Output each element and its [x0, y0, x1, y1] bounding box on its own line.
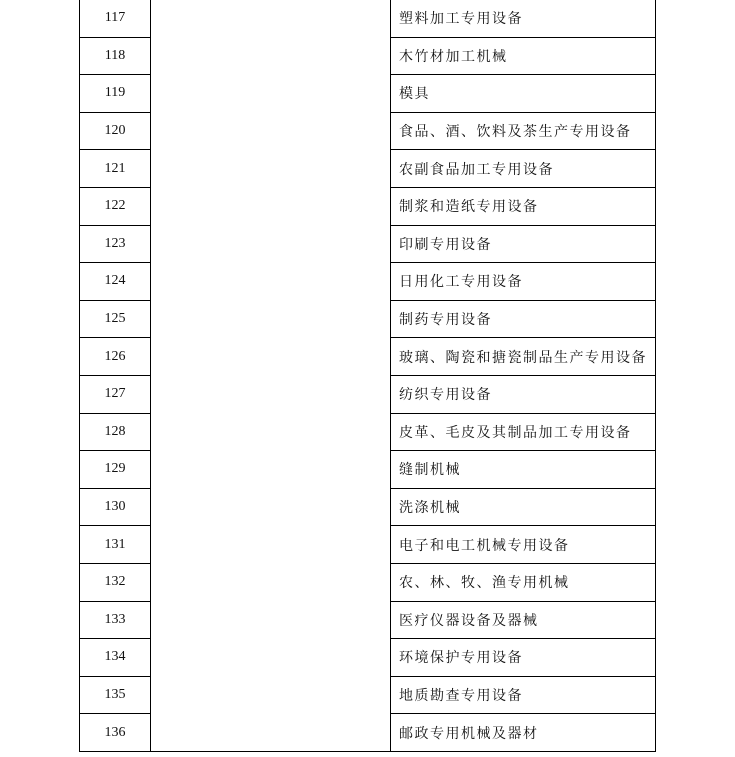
- row-number: 127: [80, 375, 151, 413]
- row-number: 120: [80, 112, 151, 150]
- table-row: [80, 0, 656, 37]
- row-number: 136: [80, 714, 151, 752]
- row-number: 129: [80, 451, 151, 489]
- equipment-name: 农、林、牧、渔专用机械: [391, 563, 656, 601]
- row-number: 126: [80, 338, 151, 376]
- row-number: 124: [80, 263, 151, 301]
- row-number: 119: [80, 75, 151, 113]
- equipment-name: 环境保护专用设备: [391, 639, 656, 677]
- equipment-name: 纺织专用设备: [391, 375, 656, 413]
- equipment-name: 制药专用设备: [391, 300, 656, 338]
- row-number: 118: [80, 37, 151, 75]
- row-number: 131: [80, 526, 151, 564]
- equipment-table: [79, 0, 656, 752]
- row-number: 122: [80, 187, 151, 225]
- table-body: [80, 0, 656, 751]
- equipment-name: 木竹材加工机械: [391, 37, 656, 75]
- row-number: 133: [80, 601, 151, 639]
- equipment-name: 日用化工专用设备: [391, 263, 656, 301]
- equipment-name: 地质勘查专用设备: [391, 676, 656, 714]
- equipment-name: 电子和电工机械专用设备: [391, 526, 656, 564]
- equipment-name: 食品、酒、饮料及茶生产专用设备: [391, 112, 656, 150]
- equipment-name: 洗涤机械: [391, 488, 656, 526]
- equipment-name: 皮革、毛皮及其制品加工专用设备: [391, 413, 656, 451]
- equipment-name: 医疗仪器设备及器械: [391, 601, 656, 639]
- equipment-name: 模具: [391, 75, 656, 113]
- row-number: 135: [80, 676, 151, 714]
- row-number: 125: [80, 300, 151, 338]
- row-number: 134: [80, 639, 151, 677]
- category-cell: [151, 0, 391, 751]
- equipment-name: 制浆和造纸专用设备: [391, 187, 656, 225]
- equipment-name: 邮政专用机械及器材: [391, 714, 656, 752]
- row-number: 128: [80, 413, 151, 451]
- equipment-name: 印刷专用设备: [391, 225, 656, 263]
- equipment-name: 塑料加工专用设备: [391, 0, 656, 37]
- equipment-table-container: [79, 0, 656, 752]
- equipment-name: 玻璃、陶瓷和搪瓷制品生产专用设备: [391, 338, 656, 376]
- equipment-name: 农副食品加工专用设备: [391, 150, 656, 188]
- row-number: 117: [80, 0, 151, 37]
- equipment-name: 缝制机械: [391, 451, 656, 489]
- row-number: 123: [80, 225, 151, 263]
- row-number: 130: [80, 488, 151, 526]
- row-number: 132: [80, 563, 151, 601]
- row-number: 121: [80, 150, 151, 188]
